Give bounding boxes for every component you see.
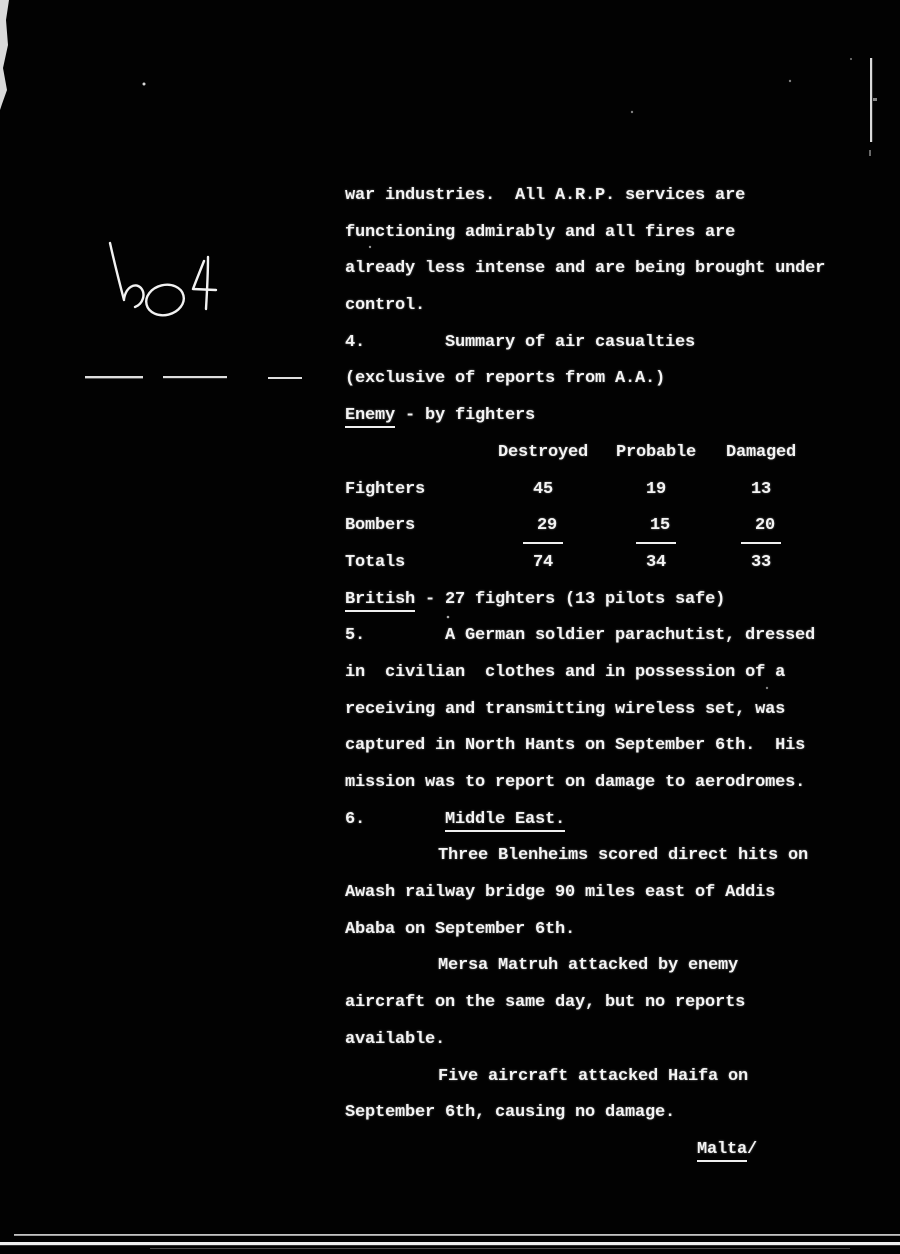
casualty-gap — [703, 545, 714, 582]
document-line: September 6th, causing no damage. — [345, 1103, 676, 1123]
casualty-table-row — [345, 545, 893, 582]
document-line: (exclusive of reports from A.A.) — [345, 369, 666, 389]
casualty-value: 34 — [645, 552, 666, 572]
document-line — [345, 802, 893, 839]
document-line: war industries. All A.R.P. services are — [345, 186, 746, 205]
casualty-value: 29 — [523, 511, 563, 544]
document-line: receiving and transmitting wireless set, was — [345, 699, 786, 719]
document-line: already less intense and are being brought under — [345, 259, 826, 279]
casualty-column-header: Probable — [615, 442, 696, 462]
catchword-slash: / — [747, 1139, 758, 1159]
vertical-scratch — [869, 58, 877, 156]
margin-dashes — [85, 376, 302, 379]
section-text: Summary of air casualties — [445, 332, 696, 352]
casualty-gap — [590, 472, 609, 509]
catchword-text: Malta — [697, 1140, 747, 1162]
casualty-cell — [714, 472, 808, 509]
bottom-scan-rules — [0, 1234, 900, 1249]
casualty-cell — [609, 508, 703, 545]
casualty-table-row — [345, 472, 893, 509]
casualty-cell — [609, 545, 703, 582]
casualty-gap — [590, 435, 609, 472]
casualty-header-spacer — [345, 435, 496, 472]
casualty-gap — [703, 435, 714, 472]
document-line: functioning admirably and all fires are — [345, 222, 736, 242]
document-line: available. — [345, 1029, 446, 1049]
casualty-row-label: Bombers — [345, 516, 416, 536]
document-line: Three Blenheims scored direct hits on — [438, 846, 809, 866]
casualty-column-header: Destroyed — [497, 442, 588, 462]
document-body — [345, 178, 893, 1169]
casualty-cell — [609, 472, 703, 509]
casualty-value: 20 — [741, 511, 781, 544]
catchword-line — [345, 1132, 893, 1169]
document-line — [345, 618, 893, 655]
casualty-value: 13 — [750, 479, 771, 499]
casualty-gap — [590, 545, 609, 582]
scan-edge-sliver — [0, 0, 9, 110]
document-line — [345, 582, 893, 619]
document-line: captured in North Hants on September 6th. His — [345, 736, 806, 756]
casualty-cell — [714, 508, 808, 545]
section-number: 4. — [345, 332, 366, 352]
casualty-cell — [714, 545, 808, 582]
casualty-value: 74 — [532, 552, 553, 572]
section-number: 6. — [345, 809, 366, 829]
casualty-table-header-row — [345, 435, 893, 472]
casualty-value: 19 — [645, 479, 666, 499]
document-line: aircraft on the same day, but no reports — [345, 993, 746, 1013]
section-text: A German soldier parachutist, dressed — [445, 626, 816, 646]
casualty-gap — [590, 508, 609, 545]
document-line — [345, 325, 893, 362]
document-line: in civilian clothes and in possession of a — [345, 662, 786, 682]
lead-rest: - 27 fighters (13 pilots safe) — [415, 589, 726, 609]
underlined-lead: British — [345, 590, 415, 612]
casualty-value: 15 — [636, 511, 676, 544]
underlined-lead: Enemy — [345, 406, 395, 428]
document-line: Ababa on September 6th. — [345, 919, 576, 939]
document-line — [345, 398, 893, 435]
casualty-cell — [496, 545, 590, 582]
document-line: mission was to report on damage to aerodromes. — [345, 773, 806, 792]
casualty-value: 45 — [532, 479, 553, 499]
section-number: 5. — [345, 626, 366, 646]
document-line: Mersa Matruh attacked by enemy — [438, 956, 739, 976]
casualty-value: 33 — [750, 552, 771, 572]
lead-rest: - by fighters — [395, 406, 536, 426]
casualty-cell — [496, 508, 590, 545]
document-line: control. — [345, 296, 426, 316]
underlined-heading: Middle East. — [445, 810, 565, 832]
casualty-row-label: Totals — [345, 552, 406, 572]
document-line: Five aircraft attacked Haifa on — [438, 1066, 749, 1086]
document-line: Awash railway bridge 90 miles east of Addis — [345, 883, 776, 903]
casualty-gap — [703, 508, 714, 545]
handwritten-page-number — [110, 243, 216, 319]
casualty-cell — [496, 472, 590, 509]
casualty-row-label: Fighters — [345, 479, 426, 499]
casualty-gap — [703, 472, 714, 509]
casualty-column-header: Damaged — [725, 442, 796, 462]
casualty-table-row — [345, 508, 893, 545]
